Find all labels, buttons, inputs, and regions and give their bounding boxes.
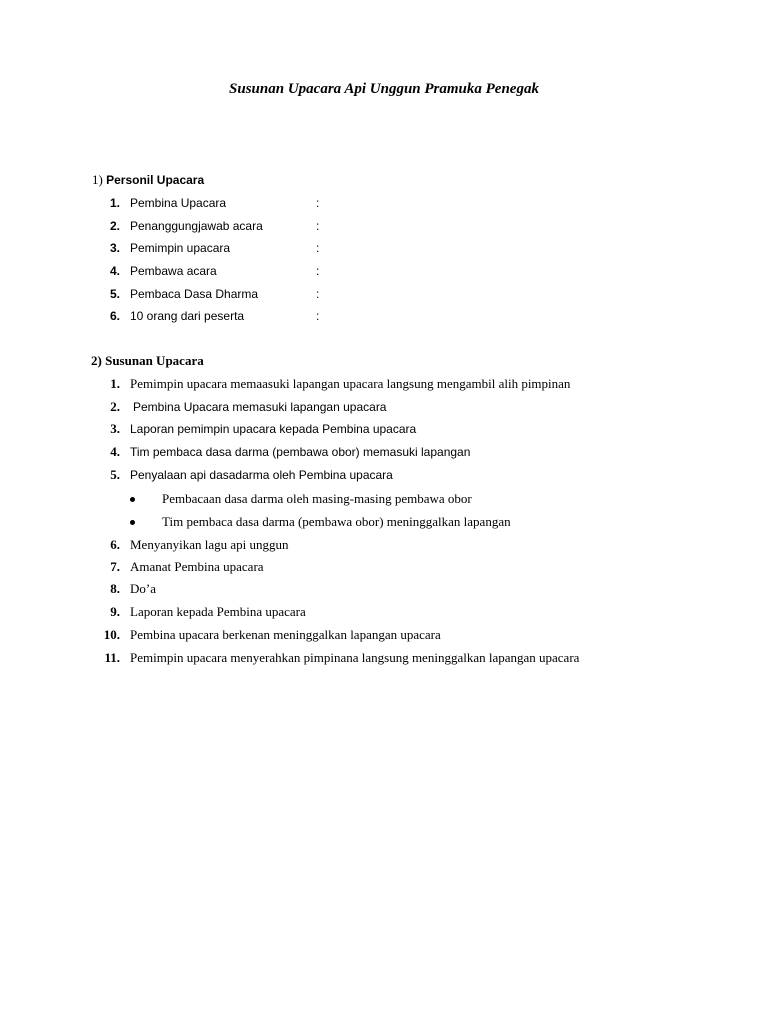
item-number: 2.: [109, 219, 120, 233]
agenda-item: [100, 466, 740, 484]
bullet-dot: [130, 520, 135, 525]
bullet-text: Tim pembaca dasa darma (pembawa obor) meninggalkan lapangan: [162, 514, 511, 529]
item-number: 10.: [103, 627, 120, 642]
item-text: Pemimpin upacara: [130, 241, 231, 255]
item-number: 6.: [109, 309, 120, 323]
item-text: Pemimpin upacara menyerahkan pimpinana langsung meninggalkan lapangan upacara: [130, 650, 580, 665]
agenda-item: [100, 420, 740, 438]
item-number: 5.: [109, 287, 120, 301]
item-number: 1.: [109, 196, 120, 210]
item-text: Pembina Upacara memasuki lapangan upacara: [133, 400, 387, 414]
item-number: 6.: [110, 537, 120, 552]
agenda-item: [100, 626, 740, 644]
agenda-item: [100, 558, 740, 576]
item-text: Penanggungjawab acara: [130, 219, 263, 233]
item-number: 5.: [110, 467, 120, 482]
document-title: Susunan Upacara Api Unggun Pramuka Penegak: [229, 81, 539, 97]
item-text: Laporan pemimpin upacara kepada Pembina upacara: [130, 422, 417, 436]
item-colon: :: [316, 264, 320, 278]
item-text: 10 orang dari peserta: [130, 309, 245, 323]
agenda-item: [100, 443, 740, 461]
item-number: 3.: [110, 421, 120, 436]
item-number: 7.: [110, 559, 120, 574]
item-colon: :: [316, 287, 320, 301]
personnel-item: [100, 307, 700, 325]
item-colon: :: [316, 309, 320, 323]
personnel-item: [100, 194, 700, 212]
item-text: Tim pembaca dasa darma (pembawa obor) memasuki lapangan: [130, 445, 471, 459]
bullet-text: Pembacaan dasa darma oleh masing-masing pembawa obor: [162, 491, 472, 506]
item-number: 4.: [110, 444, 120, 459]
item-number: 11.: [104, 650, 120, 665]
personnel-item: [100, 262, 700, 280]
item-number: 2.: [110, 399, 120, 414]
bullet-dot: [130, 497, 135, 502]
item-number: 4.: [109, 264, 120, 278]
item-colon: :: [316, 219, 320, 233]
section-heading-susunan: [91, 352, 204, 370]
personnel-item: [100, 285, 700, 303]
item-number: 1.: [110, 376, 120, 391]
item-text: Laporan kepada Pembina upacara: [130, 604, 306, 619]
item-colon: :: [316, 196, 320, 210]
item-text: Pembina Upacara: [130, 196, 227, 210]
agenda-item: [100, 603, 740, 621]
item-text: Amanat Pembina upacara: [130, 559, 264, 574]
section-label: Susunan Upacara: [105, 353, 204, 368]
agenda-item: [100, 398, 740, 416]
item-text: Menyanyikan lagu api unggun: [130, 537, 289, 552]
item-text: Penyalaan api dasadarma oleh Pembina upacara: [130, 468, 393, 482]
section-number: 1): [92, 172, 103, 187]
item-number: 9.: [110, 604, 120, 619]
personnel-item: [100, 217, 700, 235]
item-number: 8.: [110, 581, 120, 596]
agenda-item: [100, 580, 740, 598]
item-text: Do’a: [130, 581, 156, 596]
section-label: Personil Upacara: [106, 173, 205, 187]
item-text: Pembina upacara berkenan meninggalkan lapangan upacara: [130, 627, 441, 642]
personnel-item: [100, 239, 700, 257]
section-number: 2): [91, 353, 102, 368]
item-text: Pembaca Dasa Dharma: [130, 287, 259, 301]
agenda-item: [100, 375, 740, 393]
agenda-item: [100, 536, 740, 554]
item-text: Pembawa acara: [130, 264, 217, 278]
section-heading-personil: [92, 171, 204, 189]
item-text: Pemimpin upacara memaasuki lapangan upacara langsung mengambil alih pimpinan: [130, 376, 571, 391]
item-colon: :: [316, 241, 320, 255]
item-number: 3.: [109, 241, 120, 255]
agenda-item: [100, 649, 740, 667]
